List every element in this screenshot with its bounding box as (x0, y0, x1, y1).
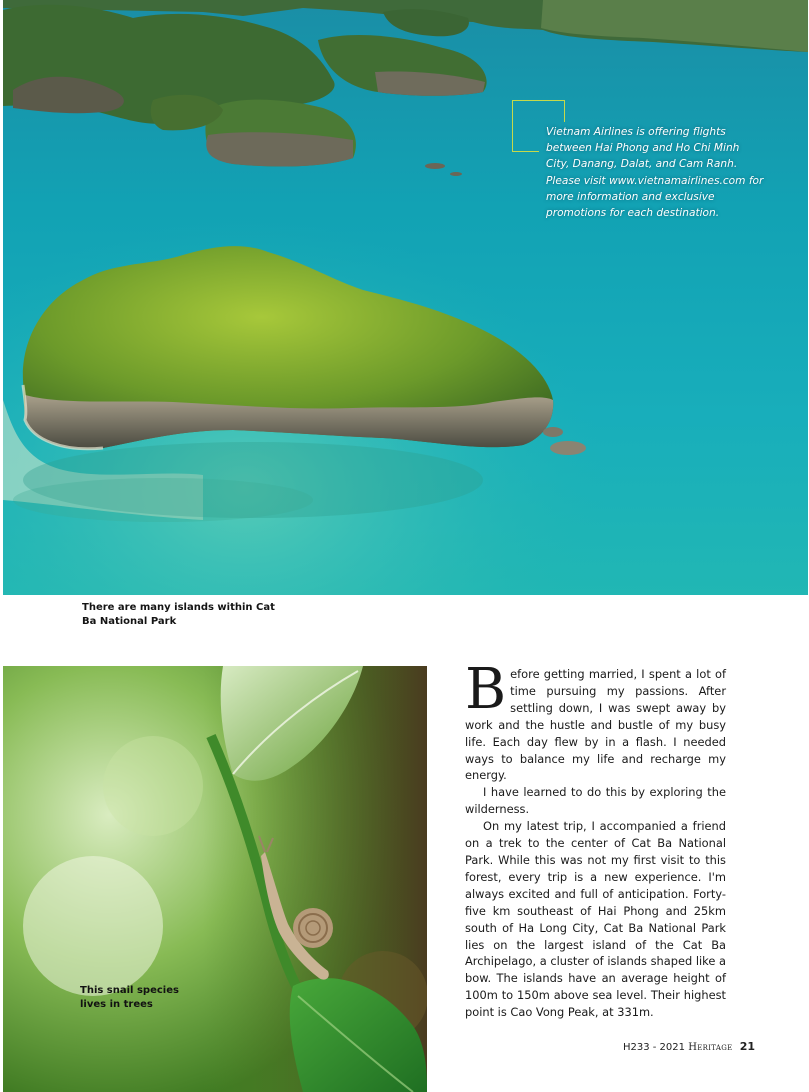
issue-number: H233 - 2021 (622, 1042, 685, 1053)
promo-website-text: Please visit www.vietnamairlines.com for more information and exclusive promotions for each destination. (546, 174, 764, 220)
magazine-name: Heritage (688, 1042, 733, 1053)
drop-cap: B (465, 657, 507, 722)
page-number: 21 (739, 1040, 755, 1053)
article-body (465, 657, 726, 1021)
promo-flights-text: Vietnam Airlines is offering flights between Hai Phong and Ho Chi Minh City, Danang, Dalat, and Cam Ranh. (546, 126, 740, 171)
snail-photo (3, 666, 427, 1092)
hero-caption: There are many islands within Cat Ba National Park (82, 602, 275, 627)
article-paragraph-3: On my latest trip, I accompanied a friend on a trek to the center of Cat Ba National Park. While this was not my first visit to this forest, every trip is a new experience. I'm always excited and full of anticipation. Forty-five km southeast of Hai Phong and 25km south of Ha Long City, Cat Ba National Park lies on the largest island of the Cat Ba Archipelago, a cluster of islands shaped like a bow. The islands have an average height of 100m to 150m above sea level. Their highest point is Cao Vong Peak, at 331m. (465, 819, 726, 1020)
snail-on-leaf-image (3, 666, 427, 1092)
promo-note (546, 124, 766, 221)
article-paragraph-1-text: efore getting married, I spent a lot of time pursuing my passions. After settling down, I was swept away by work and the hustle and bustle of my busy life. Each day flew by in a flash. I needed ways to balance my life and recharge my energy. (465, 667, 726, 783)
snail-caption: This snail species lives in trees (80, 985, 179, 1010)
article-paragraph-2: I have learned to do this by exploring the wilderness. (465, 785, 726, 817)
page-folio (623, 1040, 755, 1053)
hero-photo (3, 0, 808, 595)
karst-islands-image (3, 0, 808, 595)
article-paragraph-1 (465, 657, 726, 784)
